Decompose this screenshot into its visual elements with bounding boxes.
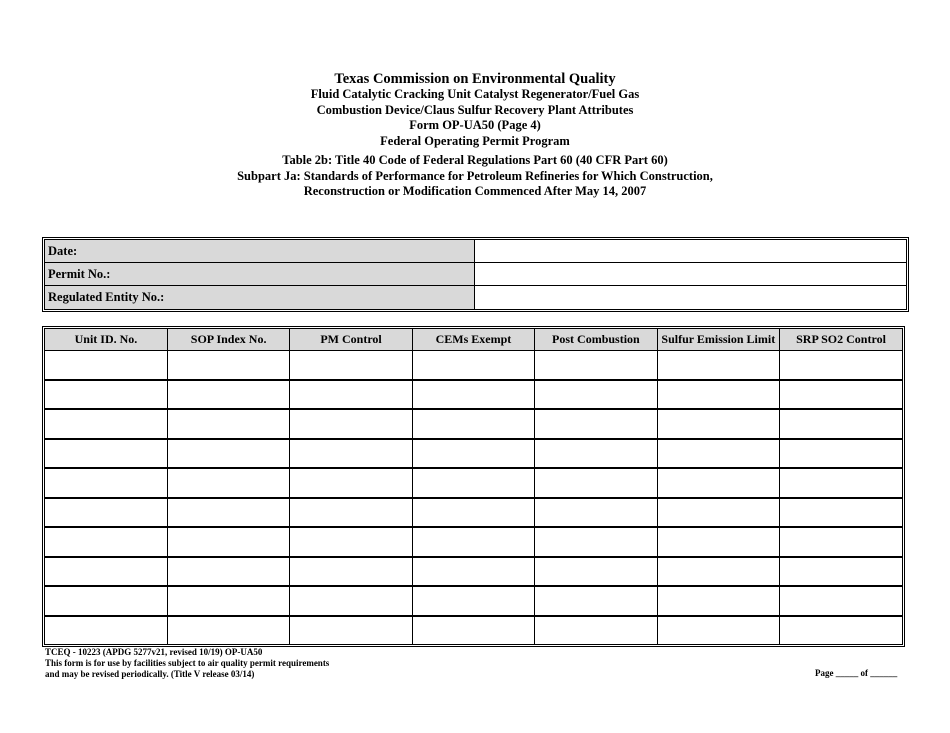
page-number: Page _____ of ______ — [815, 668, 898, 678]
cell-sulfur-emission-limit[interactable] — [657, 557, 779, 587]
cell-sop-index[interactable] — [167, 527, 289, 557]
table-title-line-3: Reconstruction or Modification Commenced After May 14, 2007 — [303, 184, 647, 198]
cell-pm-control[interactable] — [290, 527, 412, 557]
cell-post-combustion[interactable] — [535, 468, 657, 498]
cell-post-combustion[interactable] — [535, 557, 657, 587]
date-field[interactable] — [475, 240, 906, 262]
cell-sop-index[interactable] — [167, 380, 289, 410]
table-row — [45, 409, 902, 439]
cell-cems-exempt[interactable] — [412, 527, 534, 557]
cell-pm-control[interactable] — [290, 586, 412, 616]
entity-row — [45, 286, 906, 309]
cell-cems-exempt[interactable] — [412, 409, 534, 439]
cell-cems-exempt[interactable] — [412, 439, 534, 469]
cell-unit-id[interactable] — [45, 380, 167, 410]
cell-srp-so2-control[interactable] — [780, 468, 902, 498]
column-header-unit-id: Unit ID. No. — [45, 329, 167, 351]
form-number: Form OP-UA50 (Page 4) — [409, 118, 541, 132]
date-row — [45, 240, 906, 263]
cell-srp-so2-control[interactable] — [780, 380, 902, 410]
cell-sop-index[interactable] — [167, 351, 289, 380]
cell-post-combustion[interactable] — [535, 380, 657, 410]
cell-unit-id[interactable] — [45, 586, 167, 616]
cell-srp-so2-control[interactable] — [780, 586, 902, 616]
cell-unit-id[interactable] — [45, 498, 167, 528]
cell-sulfur-emission-limit[interactable] — [657, 351, 779, 380]
cell-post-combustion[interactable] — [535, 409, 657, 439]
table-row — [45, 498, 902, 528]
cell-sop-index[interactable] — [167, 586, 289, 616]
cell-cems-exempt[interactable] — [412, 616, 534, 645]
permit-number-field[interactable] — [475, 263, 906, 285]
cell-srp-so2-control[interactable] — [780, 439, 902, 469]
cell-cems-exempt[interactable] — [412, 498, 534, 528]
attributes-table — [42, 326, 905, 647]
cell-pm-control[interactable] — [290, 380, 412, 410]
permit-label: Permit No.: — [45, 263, 475, 285]
cell-pm-control[interactable] — [290, 498, 412, 528]
cell-sulfur-emission-limit[interactable] — [657, 586, 779, 616]
cell-post-combustion[interactable] — [535, 586, 657, 616]
cell-unit-id[interactable] — [45, 557, 167, 587]
cell-unit-id[interactable] — [45, 351, 167, 380]
column-header-sop-index: SOP Index No. — [167, 329, 289, 351]
regulated-entity-label: Regulated Entity No.: — [45, 286, 475, 309]
column-header-post-combustion: Post Combustion — [535, 329, 657, 351]
column-header-srp-so2-control: SRP SO2 Control — [780, 329, 902, 351]
cell-unit-id[interactable] — [45, 439, 167, 469]
column-header-pm-control: PM Control — [290, 329, 412, 351]
column-header-cems-exempt: CEMs Exempt — [412, 329, 534, 351]
form-footer — [45, 647, 329, 680]
cell-cems-exempt[interactable] — [412, 586, 534, 616]
table-row — [45, 586, 902, 616]
cell-pm-control[interactable] — [290, 351, 412, 380]
cell-post-combustion[interactable] — [535, 616, 657, 645]
cell-sulfur-emission-limit[interactable] — [657, 527, 779, 557]
cell-unit-id[interactable] — [45, 468, 167, 498]
cell-post-combustion[interactable] — [535, 527, 657, 557]
cell-sop-index[interactable] — [167, 439, 289, 469]
cell-cems-exempt[interactable] — [412, 380, 534, 410]
cell-sop-index[interactable] — [167, 468, 289, 498]
cell-sulfur-emission-limit[interactable] — [657, 409, 779, 439]
permit-info-table — [42, 237, 909, 312]
cell-cems-exempt[interactable] — [412, 351, 534, 380]
cell-sop-index[interactable] — [167, 409, 289, 439]
cell-post-combustion[interactable] — [535, 439, 657, 469]
column-header-sulfur-emission-limit: Sulfur Emission Limit — [657, 329, 779, 351]
program-name: Federal Operating Permit Program — [380, 133, 570, 148]
cell-srp-so2-control[interactable] — [780, 409, 902, 439]
table-row — [45, 380, 902, 410]
cell-srp-so2-control[interactable] — [780, 498, 902, 528]
cell-unit-id[interactable] — [45, 409, 167, 439]
table-row — [45, 468, 902, 498]
cell-sop-index[interactable] — [167, 616, 289, 645]
cell-pm-control[interactable] — [290, 468, 412, 498]
cell-sulfur-emission-limit[interactable] — [657, 439, 779, 469]
cell-pm-control[interactable] — [290, 616, 412, 645]
cell-cems-exempt[interactable] — [412, 557, 534, 587]
cell-sulfur-emission-limit[interactable] — [657, 468, 779, 498]
regulated-entity-field[interactable] — [475, 286, 906, 309]
cell-srp-so2-control[interactable] — [780, 351, 902, 380]
cell-unit-id[interactable] — [45, 527, 167, 557]
usage-note-line-1: This form is for use by facilities subject to air quality permit requirements — [45, 658, 330, 668]
table-row — [45, 439, 902, 469]
form-revision: TCEQ - 10223 (APDG 5277v21, revised 10/19) OP-UA50 — [45, 647, 263, 657]
cell-pm-control[interactable] — [290, 557, 412, 587]
table-row — [45, 527, 902, 557]
cell-cems-exempt[interactable] — [412, 468, 534, 498]
cell-sop-index[interactable] — [167, 498, 289, 528]
table-header-row — [45, 329, 902, 351]
form-title-line-2: Fluid Catalytic Cracking Unit Catalyst Regenerator/Fuel Gas — [310, 87, 640, 101]
permit-row — [45, 263, 906, 286]
table-row — [45, 351, 902, 380]
cell-sulfur-emission-limit[interactable] — [657, 380, 779, 410]
form-header — [0, 71, 950, 200]
cell-sop-index[interactable] — [167, 557, 289, 587]
table-title-line-2: Subpart Ja: Standards of Performance for Petroleum Refineries for Which Construction, — [237, 168, 713, 183]
usage-note-line-2: and may be revised periodically. (Title V release 03/14) — [45, 669, 255, 679]
cell-unit-id[interactable] — [45, 616, 167, 645]
cell-pm-control[interactable] — [290, 439, 412, 469]
cell-pm-control[interactable] — [290, 409, 412, 439]
cell-srp-so2-control[interactable] — [780, 616, 902, 645]
form-title-line-3: Combustion Device/Claus Sulfur Recovery Plant Attributes — [316, 102, 634, 117]
cell-srp-so2-control[interactable] — [780, 527, 902, 557]
table-row — [45, 616, 902, 645]
cell-post-combustion[interactable] — [535, 351, 657, 380]
table-title-line-1: Table 2b: Title 40 Code of Federal Regulations Part 60 (40 CFR Part 60) — [282, 153, 668, 167]
agency-title: Texas Commission on Environmental Quality — [334, 71, 616, 87]
cell-post-combustion[interactable] — [535, 498, 657, 528]
table-row — [45, 557, 902, 587]
cell-sulfur-emission-limit[interactable] — [657, 498, 779, 528]
cell-srp-so2-control[interactable] — [780, 557, 902, 587]
date-label: Date: — [45, 240, 475, 262]
cell-sulfur-emission-limit[interactable] — [657, 616, 779, 645]
